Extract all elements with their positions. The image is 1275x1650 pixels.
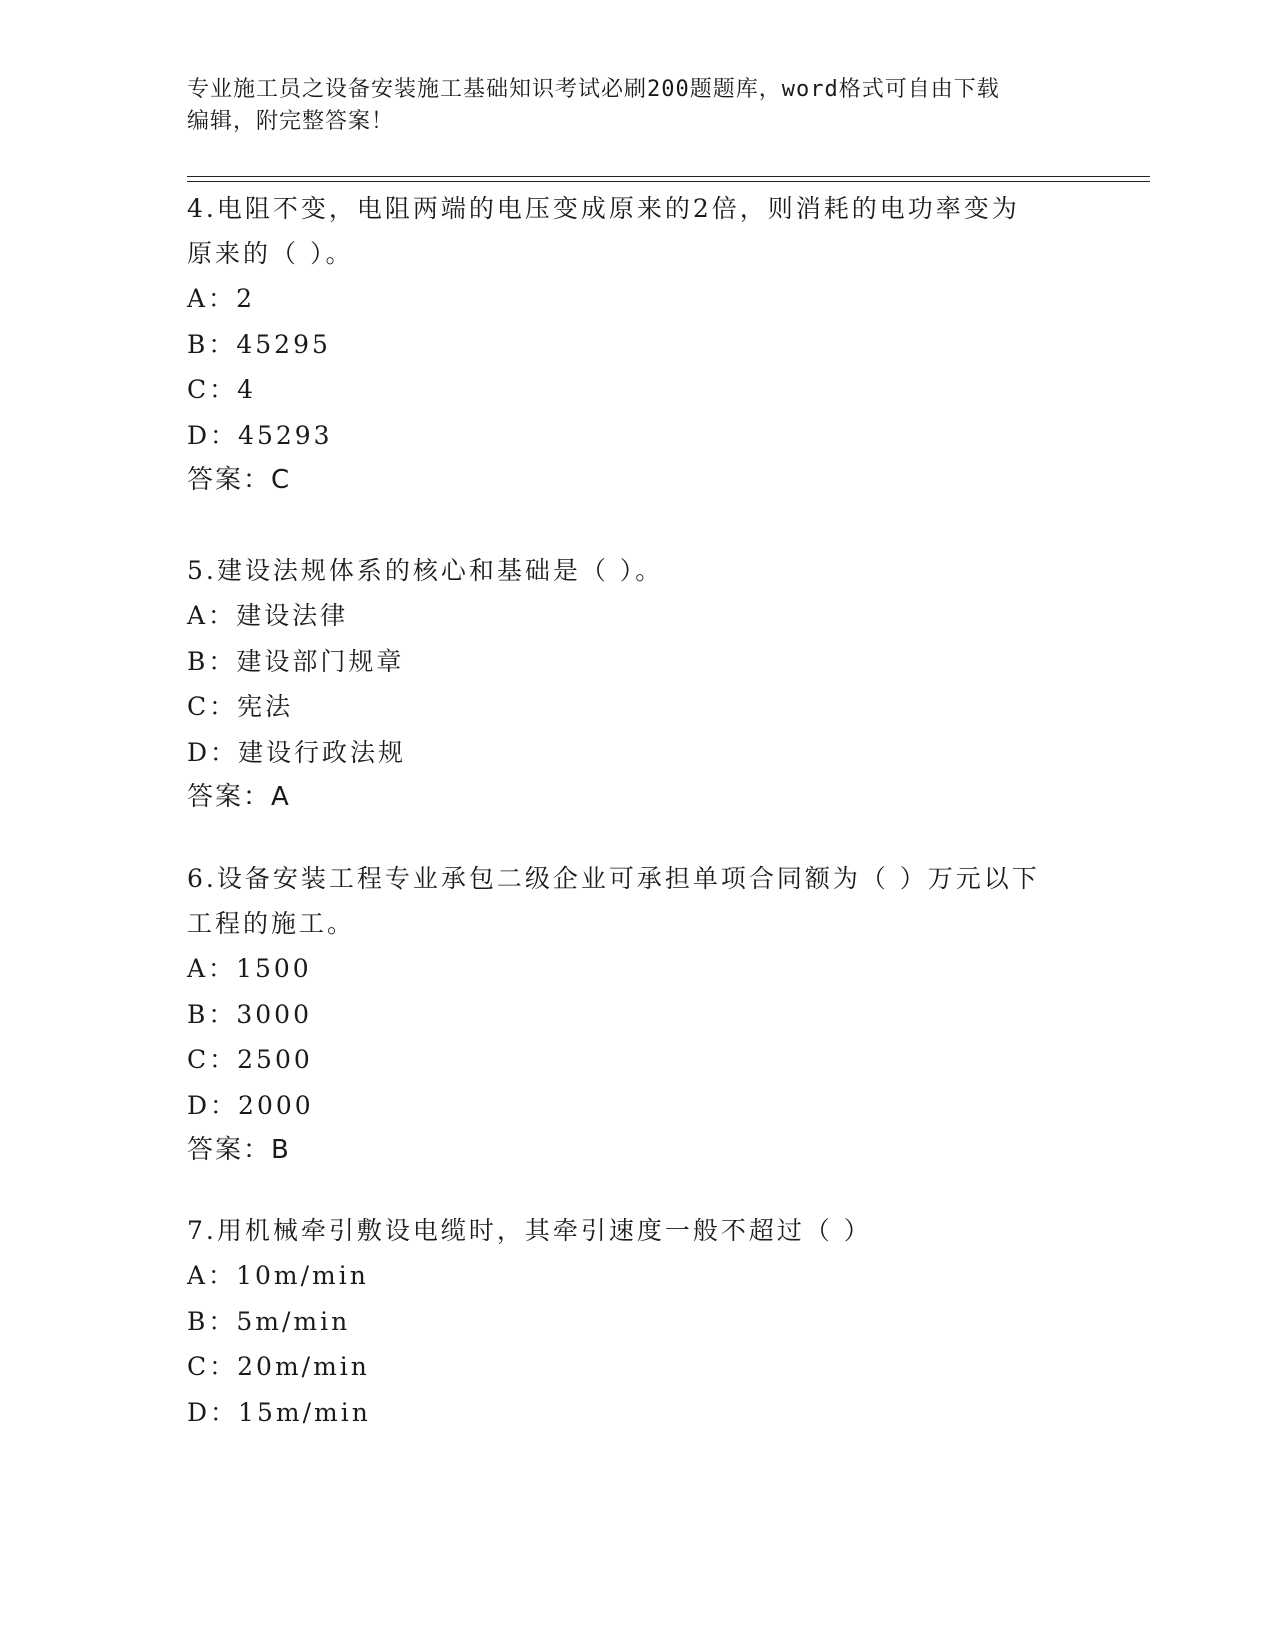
- option-text: 1500: [236, 954, 312, 983]
- option-letter: B：: [187, 646, 237, 676]
- option-text: 建设法律: [236, 601, 349, 630]
- question-stem-line: 4.电阻不变，电阻两端的电压变成原来的2倍，则消耗的电功率变为: [187, 194, 1020, 223]
- question-stem-line: 6.设备安装工程专业承包二级企业可承担单项合同额为（ ）万元以下: [187, 864, 1040, 893]
- option-letter: C：: [187, 1045, 238, 1074]
- option-text: 2500: [237, 1045, 313, 1074]
- option-letter: B：: [187, 999, 237, 1029]
- option-c: [187, 1344, 1087, 1390]
- option-text: 20m/min: [237, 1352, 370, 1381]
- option-letter: B：: [187, 329, 237, 359]
- option-text: 15m/min: [238, 1397, 371, 1427]
- option-text: 45293: [238, 420, 333, 450]
- option-b: [187, 639, 1087, 685]
- option-text: 宪法: [237, 692, 294, 721]
- option-text: 建设行政法规: [238, 737, 407, 767]
- question-stem-line: 原来的（ ）。: [187, 239, 354, 268]
- option-c: [187, 367, 1087, 413]
- option-letter: C：: [187, 1352, 238, 1381]
- option-letter: D：: [187, 1397, 239, 1427]
- option-a: [187, 593, 1087, 639]
- option-text: 45295: [236, 329, 331, 359]
- option-letter: D：: [187, 1090, 239, 1120]
- option-b: [187, 992, 1087, 1038]
- header-divider-bottom: [187, 181, 1150, 182]
- question-4: [187, 186, 1087, 503]
- option-letter: D：: [187, 737, 239, 767]
- option-d: [187, 730, 1087, 776]
- question-7: [187, 1208, 1087, 1435]
- option-text: 2: [236, 284, 255, 313]
- header-title-line-2: 编辑，附完整答案！: [187, 109, 395, 134]
- option-letter: D：: [187, 420, 239, 450]
- question-stem-line: 7.用机械牵引敷设电缆时，其牵引速度一般不超过（ ）: [187, 1216, 872, 1245]
- option-letter: A：: [187, 601, 237, 630]
- answer-line: 答案：B: [187, 1135, 291, 1165]
- answer-line: 答案：C: [187, 465, 292, 495]
- option-text: 建设部门规章: [236, 646, 405, 676]
- option-d: [187, 1083, 1087, 1129]
- option-letter: C：: [187, 375, 238, 404]
- document-header: [187, 74, 1087, 138]
- option-b: [187, 1299, 1087, 1345]
- question-5: [187, 548, 1087, 820]
- option-text: 5m/min: [236, 1306, 351, 1336]
- header-title-line-1: 专业施工员之设备安装施工基础知识考试必刷200题题库，word格式可自由下载: [187, 77, 1000, 102]
- question-stem-line: 工程的施工。: [187, 909, 356, 938]
- header-divider-top: [187, 176, 1150, 177]
- option-text: 3000: [236, 999, 312, 1029]
- option-letter: A：: [187, 284, 237, 313]
- question-stem-line: 5.建设法规体系的核心和基础是（ ）。: [187, 556, 664, 585]
- option-text: 4: [237, 375, 257, 404]
- option-b: [187, 322, 1087, 368]
- question-6: [187, 856, 1087, 1173]
- option-a: [187, 1253, 1087, 1299]
- option-letter: B：: [187, 1306, 237, 1336]
- option-d: [187, 1390, 1087, 1436]
- option-d: [187, 413, 1087, 459]
- answer-line: 答案：A: [187, 782, 291, 812]
- option-a: [187, 946, 1087, 992]
- option-text: 2000: [238, 1090, 314, 1120]
- option-a: [187, 276, 1087, 322]
- option-text: 10m/min: [236, 1261, 369, 1290]
- option-letter: A：: [187, 954, 237, 983]
- option-letter: C：: [187, 692, 238, 721]
- option-c: [187, 684, 1087, 730]
- option-letter: A：: [187, 1261, 237, 1290]
- option-c: [187, 1037, 1087, 1083]
